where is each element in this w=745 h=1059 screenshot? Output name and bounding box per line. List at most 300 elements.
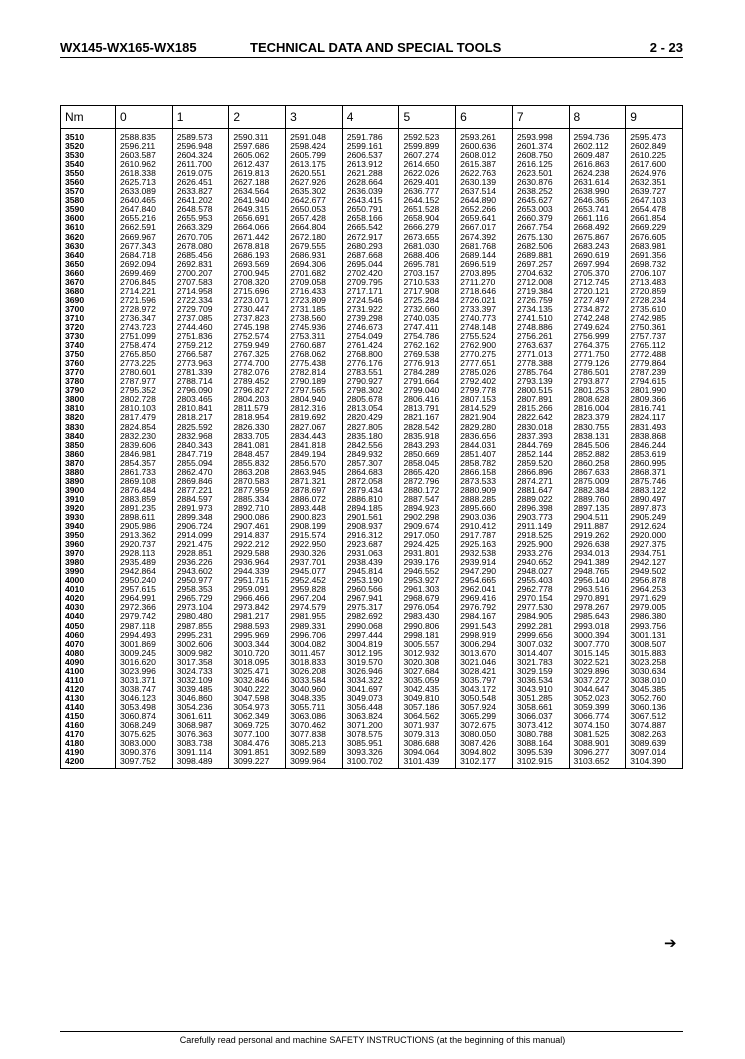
table-cell: 2778.388 (512, 359, 569, 368)
table-cell: 2900.823 (286, 513, 343, 522)
table-cell: 3056.448 (342, 703, 399, 712)
column-header-0: 0 (116, 106, 173, 129)
table-row (61, 251, 683, 260)
table-cell: 2732.660 (399, 305, 456, 314)
row-nm-value: 4060 (61, 631, 116, 640)
table-cell: 3049.073 (342, 694, 399, 703)
table-cell: 2996.706 (286, 631, 343, 640)
table-cell: 2886.810 (342, 495, 399, 504)
table-row (61, 278, 683, 287)
table-cell: 2703.895 (456, 269, 513, 278)
table-cell: 2921.475 (172, 540, 229, 549)
table-row (61, 612, 683, 621)
table-cell: 2998.181 (399, 631, 456, 640)
table-cell: 2875.746 (626, 477, 683, 486)
table-row (61, 576, 683, 585)
table-row (61, 631, 683, 640)
table-cell: 2728.972 (116, 305, 173, 314)
table-cell: 2785.026 (456, 368, 513, 377)
table-cell: 3080.788 (512, 730, 569, 739)
table-cell: 3083.000 (116, 739, 173, 748)
table-cell: 2596.948 (172, 142, 229, 151)
table-row (61, 495, 683, 504)
table-cell: 2605.062 (229, 151, 286, 160)
table-cell: 2788.714 (172, 377, 229, 386)
table-cell: 3065.299 (456, 712, 513, 721)
table-cell: 2787.977 (116, 377, 173, 386)
table-cell: 3072.675 (456, 721, 513, 730)
table-cell: 2700.207 (172, 269, 229, 278)
table-row (61, 332, 683, 341)
table-cell: 2801.253 (569, 386, 626, 395)
table-cell: 3088.901 (569, 739, 626, 748)
table-row (61, 287, 683, 296)
table-cell: 2656.691 (229, 214, 286, 223)
table-cell: 2934.013 (569, 549, 626, 558)
table-cell: 3063.086 (286, 712, 343, 721)
table-cell: 2722.334 (172, 296, 229, 305)
table-cell: 2824.117 (626, 413, 683, 422)
table-cell: 2686.193 (229, 251, 286, 260)
row-nm-value: 4000 (61, 576, 116, 585)
table-cell: 2846.981 (116, 450, 173, 459)
table-row (61, 413, 683, 422)
table-cell: 2969.416 (456, 594, 513, 603)
table-cell: 2763.637 (512, 341, 569, 350)
table-cell: 2853.619 (626, 450, 683, 459)
table-cell: 2592.523 (399, 129, 456, 143)
row-nm-value: 3860 (61, 450, 116, 459)
row-nm-value: 3910 (61, 495, 116, 504)
table-cell: 2944.339 (229, 567, 286, 576)
table-cell: 3068.987 (172, 721, 229, 730)
table-cell: 2863.208 (229, 468, 286, 477)
table-cell: 2608.012 (456, 151, 513, 160)
table-cell: 2653.741 (569, 205, 626, 214)
table-cell: 2748.148 (456, 323, 513, 332)
table-cell: 2688.406 (399, 251, 456, 260)
table-cell: 2894.923 (399, 504, 456, 513)
table-cell: 3089.639 (626, 739, 683, 748)
table-cell: 3081.525 (569, 730, 626, 739)
table-cell: 3002.606 (172, 640, 229, 649)
table-cell: 2970.154 (512, 594, 569, 603)
header-page-number: 2 - 23 (649, 40, 683, 55)
table-row (61, 712, 683, 721)
table-cell: 2963.516 (569, 585, 626, 594)
table-cell: 2950.977 (172, 576, 229, 585)
table-cell: 3092.589 (286, 748, 343, 757)
table-cell: 2800.515 (512, 386, 569, 395)
table-cell: 2869.846 (172, 477, 229, 486)
table-cell: 3051.285 (512, 694, 569, 703)
table-cell: 2883.859 (116, 495, 173, 504)
table-cell: 2793.139 (512, 377, 569, 386)
table-cell: 2803.465 (172, 395, 229, 404)
table-cell: 2655.953 (172, 214, 229, 223)
table-cell: 3034.322 (342, 676, 399, 685)
table-cell: 2628.664 (342, 178, 399, 187)
row-nm-value: 4090 (61, 658, 116, 667)
table-cell: 3099.964 (286, 757, 343, 769)
table-cell: 2738.560 (286, 314, 343, 323)
table-cell: 2908.937 (342, 522, 399, 531)
table-cell: 2645.627 (512, 196, 569, 205)
table-cell: 2669.967 (116, 233, 173, 242)
row-nm-value: 3810 (61, 404, 116, 413)
table-cell: 2927.375 (626, 540, 683, 549)
table-cell: 3100.702 (342, 757, 399, 769)
row-nm-value: 3540 (61, 160, 116, 169)
table-cell: 2932.538 (456, 549, 513, 558)
table-cell: 3101.439 (399, 757, 456, 769)
table-row (61, 129, 683, 143)
table-cell: 2611.700 (172, 160, 229, 169)
row-nm-value: 3960 (61, 540, 116, 549)
table-cell: 3058.661 (512, 703, 569, 712)
table-cell: 2967.941 (342, 594, 399, 603)
table-cell: 2922.950 (286, 540, 343, 549)
table-cell: 2990.806 (399, 622, 456, 631)
table-cell: 2967.204 (286, 594, 343, 603)
table-cell: 2610.962 (116, 160, 173, 169)
table-cell: 2908.199 (286, 522, 343, 531)
table-cell: 3019.570 (342, 658, 399, 667)
row-nm-value: 3640 (61, 251, 116, 260)
table-cell: 2712.008 (512, 278, 569, 287)
table-cell: 2744.460 (172, 323, 229, 332)
table-cell: 2791.664 (399, 377, 456, 386)
table-cell: 2663.329 (172, 223, 229, 232)
table-cell: 2958.353 (172, 585, 229, 594)
table-cell: 3074.887 (626, 721, 683, 730)
table-cell: 3046.860 (172, 694, 229, 703)
table-cell: 2812.316 (286, 404, 343, 413)
table-cell: 2781.339 (172, 368, 229, 377)
table-cell: 2881.647 (512, 486, 569, 495)
table-cell: 2601.374 (512, 142, 569, 151)
table-cell: 2820.429 (342, 413, 399, 422)
table-row (61, 459, 683, 468)
table-cell: 2914.099 (172, 531, 229, 540)
table-cell: 2687.668 (342, 251, 399, 260)
table-row (61, 676, 683, 685)
table-cell: 2890.497 (626, 495, 683, 504)
table-cell: 2821.167 (399, 413, 456, 422)
table-cell: 2658.166 (342, 214, 399, 223)
table-cell: 2678.818 (229, 242, 286, 251)
table-cell: 3012.932 (399, 649, 456, 658)
table-cell: 2923.687 (342, 540, 399, 549)
table-row (61, 432, 683, 441)
table-cell: 3059.399 (569, 703, 626, 712)
table-cell: 2714.221 (116, 287, 173, 296)
table-cell: 3102.177 (456, 757, 513, 769)
table-cell: 2970.891 (569, 594, 626, 603)
table-cell: 2864.683 (342, 468, 399, 477)
table-cell: 2920.000 (626, 531, 683, 540)
table-cell: 2962.778 (512, 585, 569, 594)
row-nm-value: 4190 (61, 748, 116, 757)
table-cell: 2956.878 (626, 576, 683, 585)
table-cell: 2845.506 (569, 441, 626, 450)
row-nm-value: 3660 (61, 269, 116, 278)
table-cell: 3030.634 (626, 667, 683, 676)
row-nm-value: 3520 (61, 142, 116, 151)
table-cell: 2804.203 (229, 395, 286, 404)
table-cell: 2745.198 (229, 323, 286, 332)
table-cell: 2596.211 (116, 142, 173, 151)
row-nm-value: 3980 (61, 558, 116, 567)
table-cell: 2840.343 (172, 441, 229, 450)
table-row (61, 296, 683, 305)
table-cell: 2697.257 (512, 260, 569, 269)
table-cell: 2740.773 (456, 314, 513, 323)
table-cell: 2827.805 (342, 423, 399, 432)
table-cell: 2957.615 (116, 585, 173, 594)
table-cell: 2807.153 (456, 395, 513, 404)
table-cell: 2770.275 (456, 350, 513, 359)
table-cell: 2689.881 (512, 251, 569, 260)
table-cell: 3029.896 (569, 667, 626, 676)
table-cell: 2633.827 (172, 187, 229, 196)
table-cell: 2614.650 (399, 160, 456, 169)
table-cell: 3062.349 (229, 712, 286, 721)
table-cell: 2981.217 (229, 612, 286, 621)
table-cell: 2825.592 (172, 423, 229, 432)
table-cell: 2926.638 (569, 540, 626, 549)
table-cell: 2960.566 (342, 585, 399, 594)
table-cell: 2841.081 (229, 441, 286, 450)
table-cell: 2953.927 (399, 576, 456, 585)
table-cell: 3013.670 (456, 649, 513, 658)
table-cell: 2786.501 (569, 368, 626, 377)
column-header-4: 4 (342, 106, 399, 129)
table-cell: 3015.145 (569, 649, 626, 658)
table-cell: 2654.478 (626, 205, 683, 214)
table-cell: 2646.365 (569, 196, 626, 205)
table-cell: 2810.103 (116, 404, 173, 413)
table-cell: 2827.067 (286, 423, 343, 432)
table-cell: 2644.890 (456, 196, 513, 205)
table-cell: 2896.398 (512, 504, 569, 513)
table-cell: 2602.849 (626, 142, 683, 151)
column-header-2: 2 (229, 106, 286, 129)
table-cell: 2633.089 (116, 187, 173, 196)
row-nm-value: 4080 (61, 649, 116, 658)
table-cell: 3075.625 (116, 730, 173, 739)
table-cell: 2698.732 (626, 260, 683, 269)
table-cell: 2880.172 (399, 486, 456, 495)
table-cell: 2661.854 (626, 214, 683, 223)
table-row (61, 558, 683, 567)
table-cell: 2616.863 (569, 160, 626, 169)
table-cell: 2615.387 (456, 160, 513, 169)
table-cell: 2872.058 (342, 477, 399, 486)
table-row (61, 730, 683, 739)
row-nm-value: 3790 (61, 386, 116, 395)
table-cell: 2902.298 (399, 513, 456, 522)
table-cell: 3048.335 (286, 694, 343, 703)
table-cell: 2870.583 (229, 477, 286, 486)
table-cell: 2937.701 (286, 558, 343, 567)
table-cell: 2955.403 (512, 576, 569, 585)
table-cell: 3023.996 (116, 667, 173, 676)
table-cell: 2860.995 (626, 459, 683, 468)
table-cell: 2769.538 (399, 350, 456, 359)
table-row (61, 350, 683, 359)
table-cell: 2888.285 (456, 495, 513, 504)
table-cell: 2871.321 (286, 477, 343, 486)
row-nm-value: 3690 (61, 296, 116, 305)
table-cell: 2642.677 (286, 196, 343, 205)
row-nm-value: 3610 (61, 223, 116, 232)
table-cell: 2648.578 (172, 205, 229, 214)
table-cell: 3080.050 (456, 730, 513, 739)
table-cell: 2712.745 (569, 278, 626, 287)
table-cell: 3099.227 (229, 757, 286, 769)
table-cell: 2747.411 (399, 323, 456, 332)
table-cell: 2947.290 (456, 567, 513, 576)
table-cell: 2939.914 (456, 558, 513, 567)
table-row (61, 667, 683, 676)
table-cell: 2802.728 (116, 395, 173, 404)
table-cell: 2638.990 (569, 187, 626, 196)
table-cell: 3104.390 (626, 757, 683, 769)
table-cell: 2598.424 (286, 142, 343, 151)
table-cell: 2905.986 (116, 522, 173, 531)
table-cell: 3071.200 (342, 721, 399, 730)
table-cell: 2679.555 (286, 242, 343, 251)
table-cell: 2920.737 (116, 540, 173, 549)
table-cell: 2631.614 (569, 178, 626, 187)
table-cell: 2891.235 (116, 504, 173, 513)
table-cell: 2742.248 (569, 314, 626, 323)
table-cell: 2589.573 (172, 129, 229, 143)
table-cell: 2662.591 (116, 223, 173, 232)
table-cell: 2695.044 (342, 260, 399, 269)
table-cell: 2924.425 (399, 540, 456, 549)
table-cell: 2669.229 (626, 223, 683, 232)
table-cell: 2854.357 (116, 459, 173, 468)
table-cell: 2600.636 (456, 142, 513, 151)
table-cell: 2736.347 (116, 314, 173, 323)
table-cell: 2925.163 (456, 540, 513, 549)
table-cell: 3057.924 (456, 703, 513, 712)
table-cell: 2835.180 (342, 432, 399, 441)
table-cell: 2889.022 (512, 495, 569, 504)
table-cell: 2604.324 (172, 151, 229, 160)
column-header-7: 7 (512, 106, 569, 129)
table-cell: 2922.212 (229, 540, 286, 549)
table-cell: 2590.311 (229, 129, 286, 143)
table-cell: 2759.212 (172, 341, 229, 350)
table-row (61, 739, 683, 748)
table-cell: 2762.900 (456, 341, 513, 350)
table-cell: 2613.175 (286, 160, 343, 169)
table-cell: 2766.587 (172, 350, 229, 359)
table-cell: 2852.882 (569, 450, 626, 459)
table-cell: 2792.402 (456, 377, 513, 386)
row-nm-value: 4020 (61, 594, 116, 603)
table-cell: 2727.497 (569, 296, 626, 305)
table-cell: 2936.964 (229, 558, 286, 567)
table-cell: 3046.123 (116, 694, 173, 703)
table-cell: 2682.506 (512, 242, 569, 251)
table-cell: 3077.100 (229, 730, 286, 739)
table-cell: 2713.483 (626, 278, 683, 287)
row-nm-value: 4200 (61, 757, 116, 769)
table-cell: 2862.470 (172, 468, 229, 477)
table-cell: 3082.263 (626, 730, 683, 739)
table-cell: 2939.176 (399, 558, 456, 567)
table-row (61, 594, 683, 603)
table-cell: 2684.718 (116, 251, 173, 260)
table-cell: 2928.113 (116, 549, 173, 558)
table-cell: 3024.733 (172, 667, 229, 676)
row-nm-value: 3830 (61, 423, 116, 432)
table-cell: 2979.005 (626, 603, 683, 612)
table-cell: 2906.724 (172, 522, 229, 531)
table-row (61, 377, 683, 386)
table-cell: 2844.031 (456, 441, 513, 450)
table-cell: 2692.831 (172, 260, 229, 269)
table-cell: 3052.760 (626, 694, 683, 703)
table-cell: 2892.710 (229, 504, 286, 513)
table-cell: 2780.601 (116, 368, 173, 377)
table-cell: 2961.303 (399, 585, 456, 594)
table-cell: 2695.781 (399, 260, 456, 269)
table-cell: 2829.280 (456, 423, 513, 432)
table-cell: 2911.149 (512, 522, 569, 531)
table-cell: 2667.017 (456, 223, 513, 232)
table-cell: 3093.326 (342, 748, 399, 757)
table-cell: 2626.451 (172, 178, 229, 187)
table-cell: 2676.605 (626, 233, 683, 242)
table-cell: 3088.164 (512, 739, 569, 748)
table-cell: 2629.401 (399, 178, 456, 187)
table-cell: 2811.579 (229, 404, 286, 413)
table-cell: 3026.946 (342, 667, 399, 676)
table-cell: 2973.842 (229, 603, 286, 612)
table-cell: 2768.800 (342, 350, 399, 359)
table-row (61, 223, 683, 232)
footer-rule (60, 1031, 683, 1032)
table-row (61, 233, 683, 242)
table-cell: 2899.348 (172, 513, 229, 522)
table-cell: 2842.556 (342, 441, 399, 450)
table-cell: 2918.525 (512, 531, 569, 540)
table-cell: 2799.778 (456, 386, 513, 395)
table-cell: 3009.245 (116, 649, 173, 658)
table-cell: 2664.804 (286, 223, 343, 232)
table-cell: 2985.643 (569, 612, 626, 621)
table-cell: 2799.040 (399, 386, 456, 395)
table-row (61, 305, 683, 314)
column-header-6: 6 (456, 106, 513, 129)
table-row (61, 169, 683, 178)
table-cell: 2661.116 (569, 214, 626, 223)
row-nm-value: 4100 (61, 667, 116, 676)
table-cell: 2720.859 (626, 287, 683, 296)
table-cell: 2670.705 (172, 233, 229, 242)
table-row (61, 522, 683, 531)
table-cell: 2702.420 (342, 269, 399, 278)
table-cell: 2754.049 (342, 332, 399, 341)
table-cell: 2813.791 (399, 404, 456, 413)
table-row (61, 395, 683, 404)
table-cell: 3055.711 (286, 703, 343, 712)
